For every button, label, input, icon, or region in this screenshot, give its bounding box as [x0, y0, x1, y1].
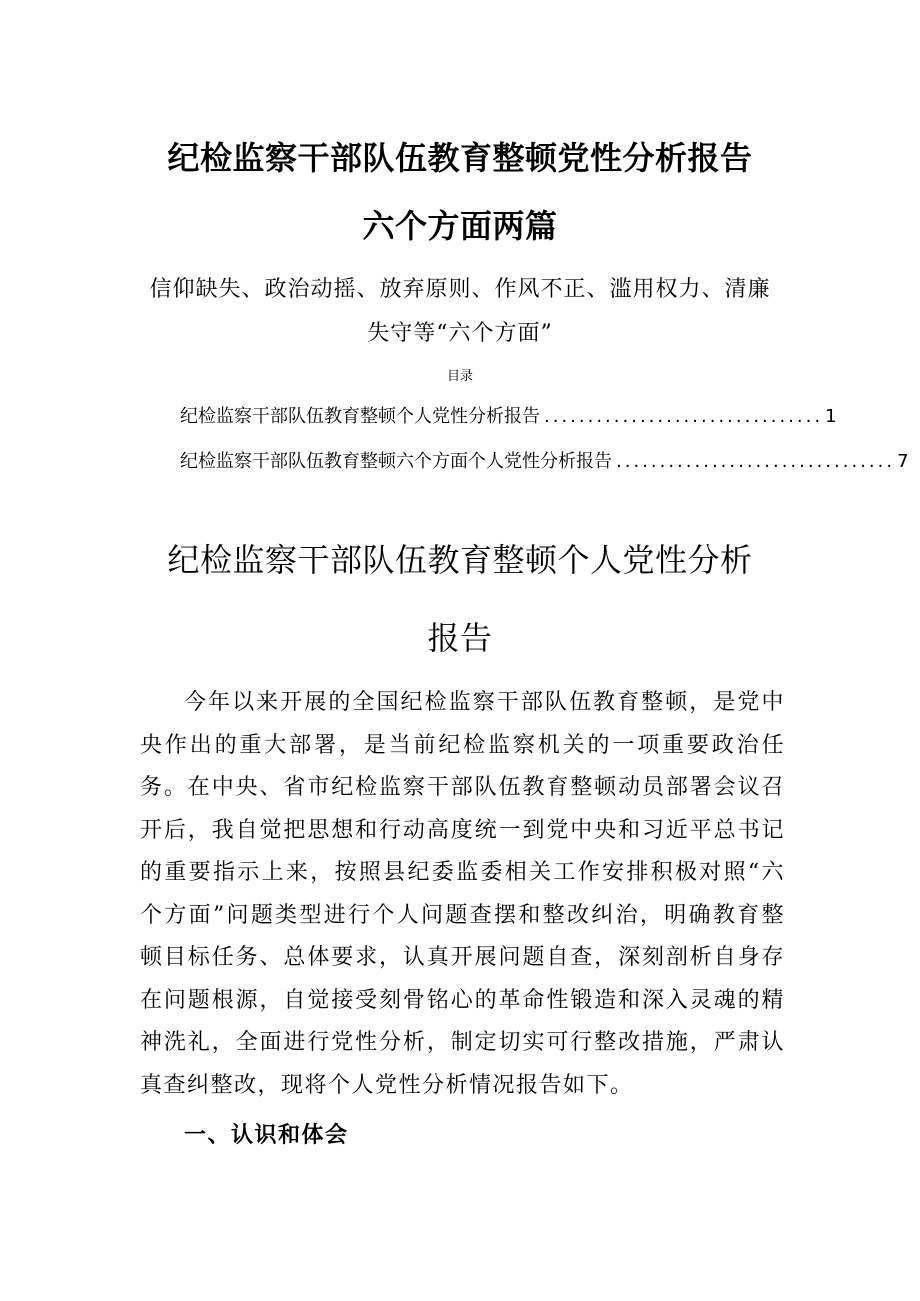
section-heading: 一、认识和体会 [184, 1123, 349, 1148]
document-title-line-2: 六个方面两篇 [362, 207, 558, 245]
toc-item-title: 纪检监察干部队伍教育整顿六个方面个人党性分析报告 [180, 451, 612, 472]
toc-item-leader: ................................ [616, 451, 896, 472]
toc-item-leader: ................................ [544, 406, 824, 427]
section-title-line-1: 纪检监察干部队伍教育整顿个人党性分析 [167, 541, 753, 579]
toc-heading: 目录 [446, 369, 473, 384]
toc-item-page-number: 7 [897, 451, 909, 472]
section-title-line-2: 报告 [427, 619, 493, 657]
toc-item-title: 纪检监察干部队伍教育整顿个人党性分析报告 [180, 406, 540, 427]
document-title-line-1: 纪检监察干部队伍教育整顿党性分析报告 [167, 139, 753, 177]
toc-item-page-number: 1 [825, 406, 837, 427]
body-paragraph: 今年以来开展的全国纪检监察干部队伍教育整顿，是党中央作出的重大部署，是当前纪检监察机关的一项重要政治任务。在中央、省市纪检监察干部队伍教育整顿动员部署会议召开后，我自觉把思想和行动高度统一到党中央和习近平总书记的重要指示上来，按照县纪委监委相关工作安排积极对照“六个方面”问题类型进行个人问题查摆和整改纠治，明确教育整顿目标任务、总体要求，认真开展问题自查，深刻剖析自身存在问题根源，自觉接受刻骨铭心的革命性锻造和深入灵魂的精神洗礼，全面进行党性分析，制定切实可行整改措施，严肃认真查纠整改，现将个人党性分析情况报告如下。 [140, 690, 785, 1098]
document-subtitle: 信仰缺失、政治动摇、放弃原则、作风不正、滥用权力、清廉失守等“六个方面” [149, 277, 771, 346]
toc-item[interactable] [180, 449, 909, 475]
toc-item[interactable] [180, 404, 837, 430]
